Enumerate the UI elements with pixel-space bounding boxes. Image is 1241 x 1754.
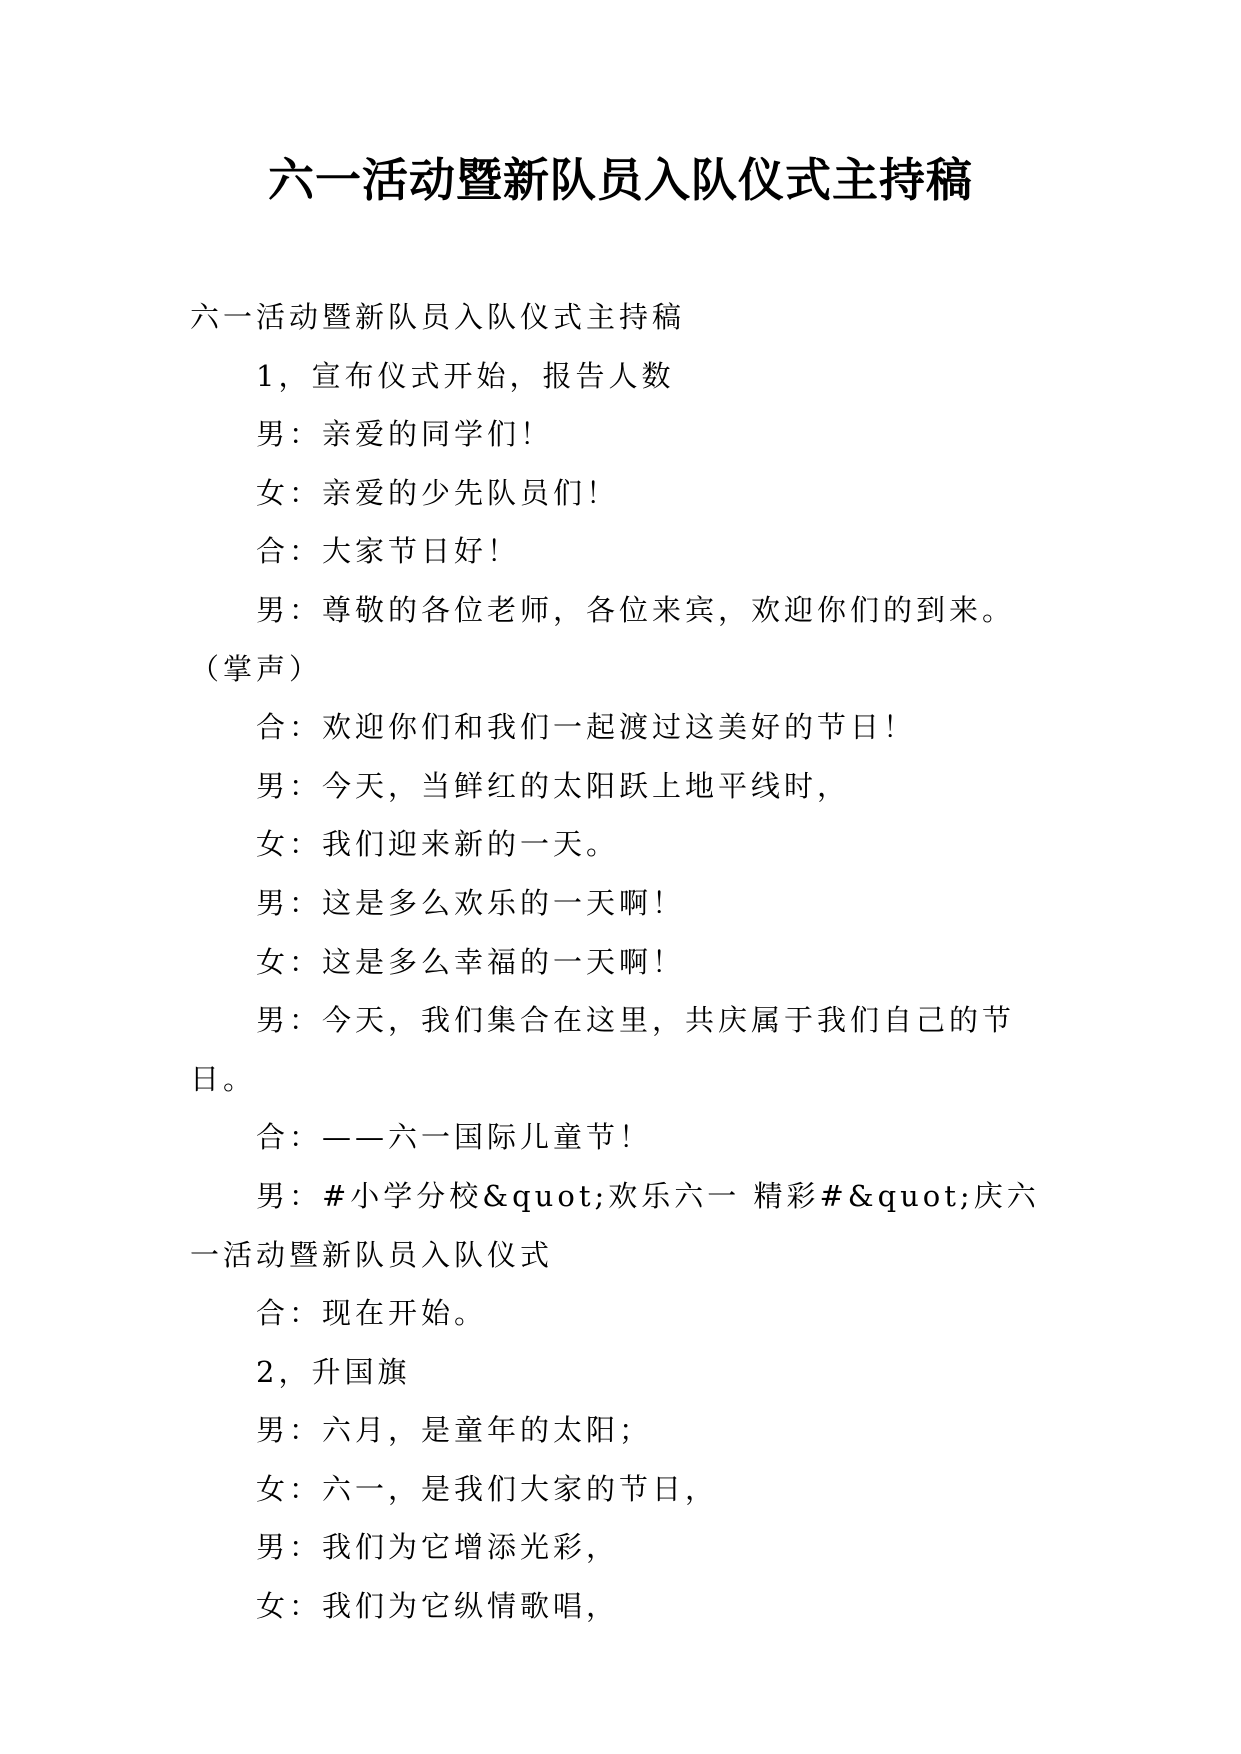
paragraph-line: 女：我们为它纵情歌唱， (256, 1589, 620, 1624)
paragraph-line: 男：我们为它增添光彩， (256, 1530, 620, 1565)
paragraph-section-1: 1，宣布仪式开始，报告人数 (256, 358, 675, 393)
paragraph-line: 男：尊敬的各位老师，各位来宾，欢迎你们的到来。（掌声） (190, 592, 1016, 686)
paragraph-line: 女：我们迎来新的一天。 (256, 827, 620, 862)
paragraph-line: 男：六月，是童年的太阳； (256, 1413, 653, 1448)
paragraph-line: 女：亲爱的少先队员们！ (256, 475, 620, 510)
paragraph-line: 女：这是多么幸福的一天啊！ (256, 944, 686, 979)
paragraph-line: 合：——六一国际儿童节！ (256, 1120, 653, 1155)
paragraph-line: 男：亲爱的同学们！ (256, 417, 554, 452)
document-body (190, 288, 1052, 1636)
paragraph-line: 男：#小学分校&quot;欢乐六一 精彩#&quot;庆六一活动暨新队员入队仪式 (190, 1178, 1040, 1272)
paragraph-section-2: 2，升国旗 (256, 1354, 411, 1389)
paragraph-line: 合：大家节日好！ (256, 534, 521, 569)
document-title: 六一活动暨新队员入队仪式主持稿 (268, 153, 973, 207)
paragraph-subtitle: 六一活动暨新队员入队仪式主持稿 (190, 300, 686, 334)
paragraph-line: 男：这是多么欢乐的一天啊！ (256, 885, 686, 920)
paragraph-line: 女：六一，是我们大家的节日， (256, 1471, 719, 1506)
paragraph-line: 合：欢迎你们和我们一起渡过这美好的节日！ (256, 710, 917, 745)
paragraph-line: 男：今天，当鲜红的太阳跃上地平线时， (256, 768, 851, 803)
paragraph-line: 男：今天，我们集合在这里，共庆属于我们自己的节日。 (190, 1003, 1016, 1096)
paragraph-line: 合：现在开始。 (256, 1296, 488, 1331)
